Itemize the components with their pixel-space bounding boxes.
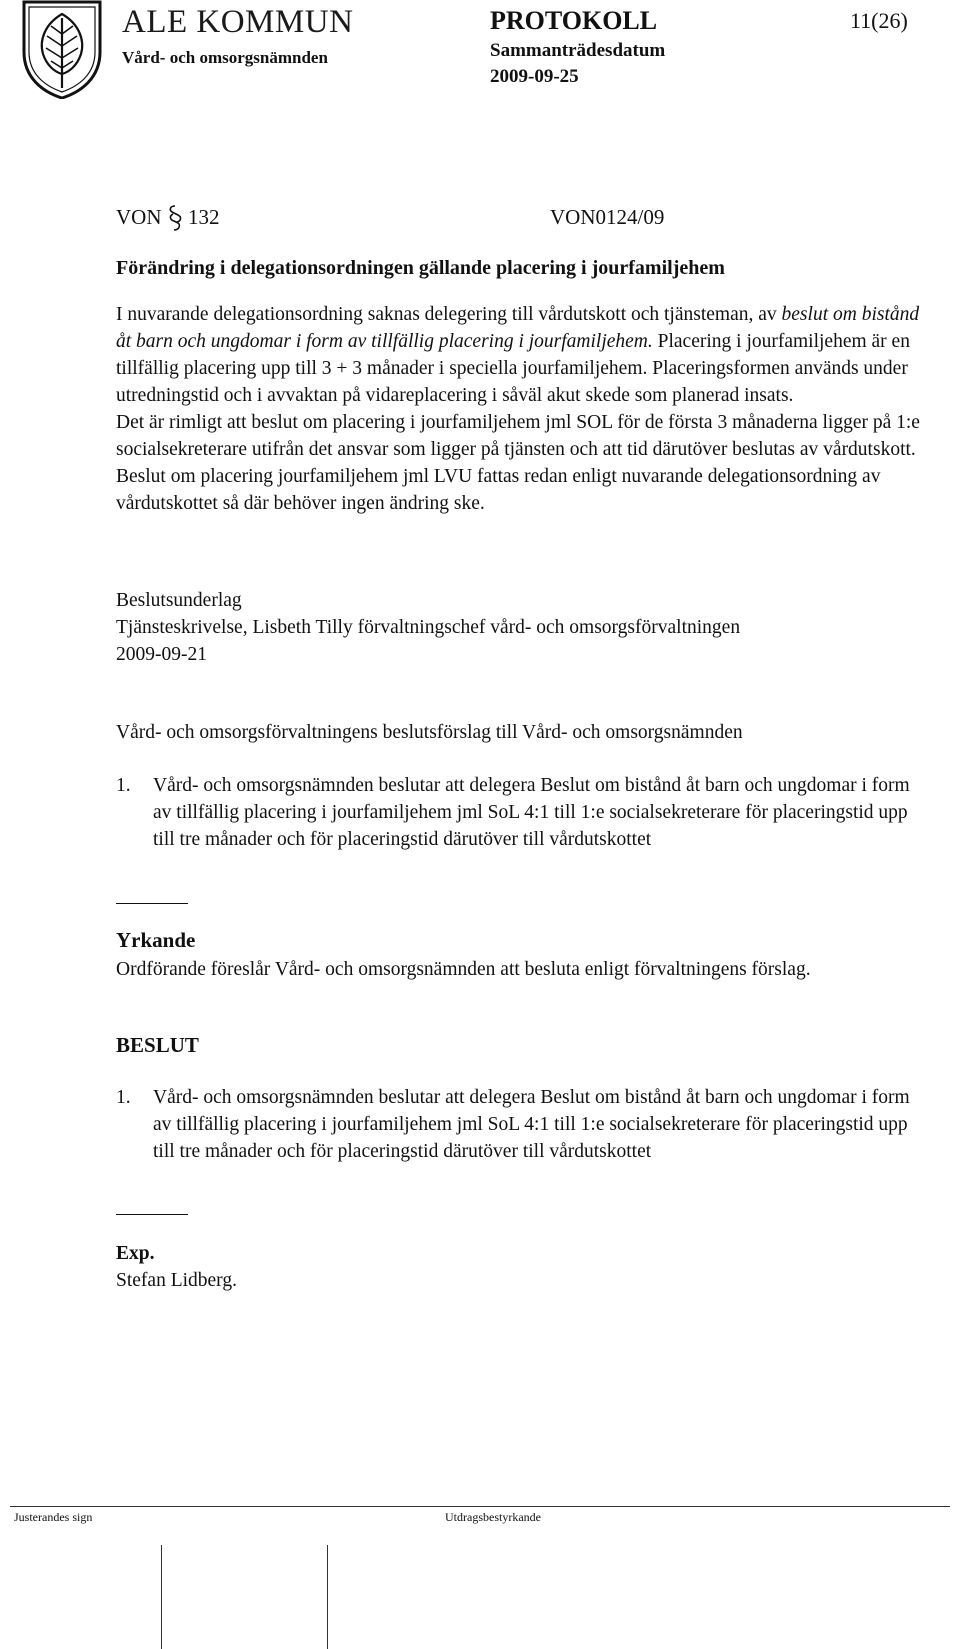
forslag-item-text: Vård- och omsorgsnämnden beslutar att delegera Beslut om bistånd åt barn och ungdomar i form av tillfällig placering i jourfamiljehem jml SoL 4:1 till 1:e socialsekreterare för placeringstid upp till tre månader och för placeringstid därutöver till vårdutskottet — [153, 775, 910, 850]
footer-rule — [10, 1506, 950, 1507]
underlag-line-1: Tjänsteskrivelse, Lisbeth Tilly förvaltningschef vård- och omsorgsförvaltningen — [116, 617, 741, 638]
ale-kommun-logo — [21, 0, 103, 99]
divider — [116, 1214, 188, 1215]
document-type: PROTOKOLL — [490, 6, 658, 35]
case-title: Förändring i delegationsordningen gällande placering i jourfamiljehem — [116, 257, 725, 279]
yrkande-heading: Yrkande — [116, 928, 196, 952]
paragraph-1-intro: I nuvarande delegationsordning saknas delegering till vårdutskott och tjänsteman, av — [116, 304, 777, 325]
divider — [116, 903, 188, 904]
paragraph-1 — [116, 301, 926, 409]
signature-box-divider — [161, 1545, 162, 1649]
meeting-date-label: Sammanträdesdatum — [490, 40, 666, 61]
forslag-item — [116, 772, 916, 853]
underlag-heading: Beslutsunderlag — [116, 590, 242, 611]
signature-label: Justerandes sign — [14, 1510, 93, 1524]
exp-heading: Exp. — [116, 1243, 155, 1264]
beslut-item-number: 1. — [116, 1087, 131, 1108]
paragraph-3: Beslut om placering jourfamiljehem jml LVU fattas redan enligt nuvarande delegationsordning av vårdutskottet så där behöver ingen ändring ske. — [116, 466, 881, 514]
von-number: 132 — [188, 205, 220, 229]
underlag-line-2: 2009-09-21 — [116, 644, 207, 665]
case-description — [116, 301, 926, 517]
exp-recipient: Stefan Lidberg. — [116, 1270, 237, 1291]
paragraph-1-italic: beslut om bistånd åt barn och ungdomar i form av tillfällig placering i jourfamiljehem. — [116, 304, 920, 352]
paragraph-2: Det är rimligt att beslut om placering i jourfamiljehem jml SOL för de första 3 månaderna ligger på 1:e socialsekreterare utifrån det ansvar som ligger på tjänsten och att tid därutöver beslutas av vårdutskott. — [116, 412, 920, 460]
forslag-heading: Vård- och omsorgsförvaltningens beslutsförslag till Vård- och omsorgsnämnden — [116, 722, 743, 743]
von-label: VON — [116, 205, 162, 229]
yrkande-text: Ordförande föreslår Vård- och omsorgsnämnden att besluta enligt förvaltningens förslag. — [116, 959, 811, 980]
page-number: 11(26) — [850, 8, 908, 33]
beslut-item-text: Vård- och omsorgsnämnden beslutar att delegera Beslut om bistånd åt barn och ungdomar i form av tillfällig placering i jourfamiljehem jml SoL 4:1 till 1:e socialsekreterare för placeringstid upp till tre månader och för placeringstid därutöver till vårdutskottet — [153, 1087, 910, 1162]
meeting-date: 2009-09-25 — [490, 66, 579, 87]
beslut-item — [116, 1084, 916, 1165]
organization-name: ALE KOMMUN — [122, 4, 354, 40]
case-reference: VON0124/09 — [550, 205, 665, 229]
signature-box-divider — [327, 1545, 328, 1649]
beslut-heading: BESLUT — [116, 1033, 199, 1057]
paragraph-1-rest: Placering i jourfamiljehem är en tillfällig placering upp till 3 + 3 månader i speciella jourfamiljehem. Placeringsformen används under utredningstid och i avvaktan på vidareplacering i såväl akut skede som planerad insats. — [116, 331, 910, 406]
extract-certification-label: Utdragsbestyrkande — [445, 1510, 541, 1524]
paragraph-sign-icon — [160, 203, 188, 233]
forslag-item-number: 1. — [116, 775, 131, 796]
committee-name: Vård- och omsorgsnämnden — [122, 48, 328, 67]
